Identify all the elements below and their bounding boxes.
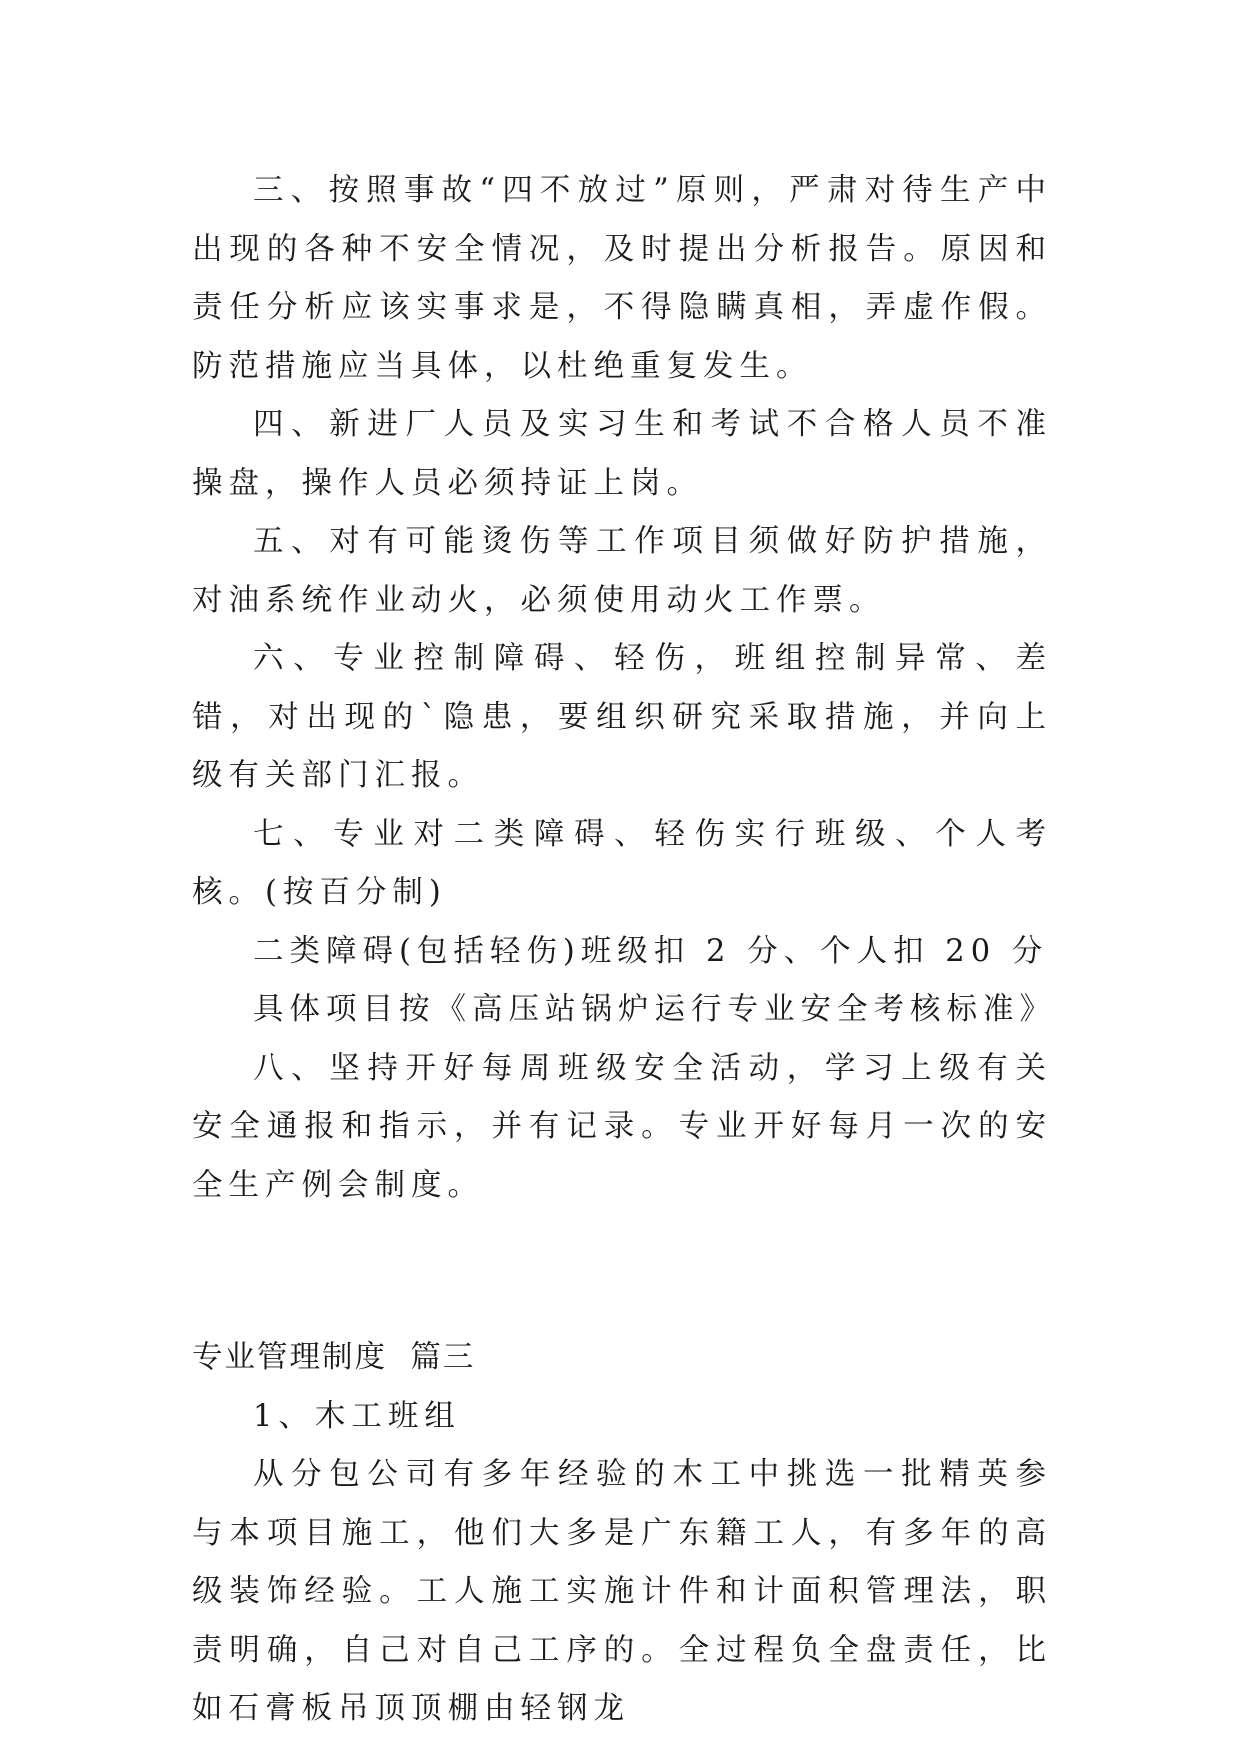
- paragraph-rule-four: 四、新进厂人员及实习生和考试不合格人员不准操盘，操作人员必须持证上岗。: [192, 407, 1052, 501]
- section-gap: [192, 1215, 1052, 1329]
- document-body: [192, 162, 1056, 1739]
- paragraph-rule-seven: 七、专业对二类障碍、轻伤实行班级、个人考核。(按百分制): [192, 816, 1052, 910]
- paragraph-standard-reference: 具体项目按《高压站锅炉运行专业安全考核标准》: [253, 992, 1056, 1027]
- section-subheading: 1、木工班组: [253, 1398, 461, 1434]
- paragraph-rule-eight: 八、坚持开好每周班级安全活动，学习上级有关安全通报和指示，并有记录。专业开好每月一次的安全生产例会制度。: [192, 1050, 1052, 1203]
- paragraph-rule-three: 三、按照事故“四不放过”原则，严肃对待生产中出现的各种不安全情况，及时提出分析报告。原因和责任分析应该实事求是，不得隐瞒真相，弄虚作假。防范措施应当具体，以杜绝重复发生。: [192, 173, 1052, 384]
- paragraph-carpentry-team: 从分包公司有多年经验的木工中挑选一批精英参与本项目施工，他们大多是广东籍工人，有多年的高级装饰经验。工人施工实施计件和计面积管理法，职责明确，自己对自己工序的。全过程负全盘责任，比如石膏板吊顶顶棚由轻钢龙: [192, 1457, 1052, 1726]
- paragraph-rule-five: 五、对有可能烫伤等工作项目须做好防护措施，对油系统作业动火，必须使用动火工作票。: [192, 524, 1052, 618]
- paragraph-rule-six: 六、专业控制障碍、轻伤，班组控制异常、差错，对出现的`隐患，要组织研究采取措施，并向上级有关部门汇报。: [192, 641, 1052, 793]
- paragraph-deduction-note: 二类障碍(包括轻伤)班级扣 2 分、个人扣 20 分: [253, 933, 1049, 969]
- section-heading: 专业管理制度 篇三: [192, 1340, 476, 1375]
